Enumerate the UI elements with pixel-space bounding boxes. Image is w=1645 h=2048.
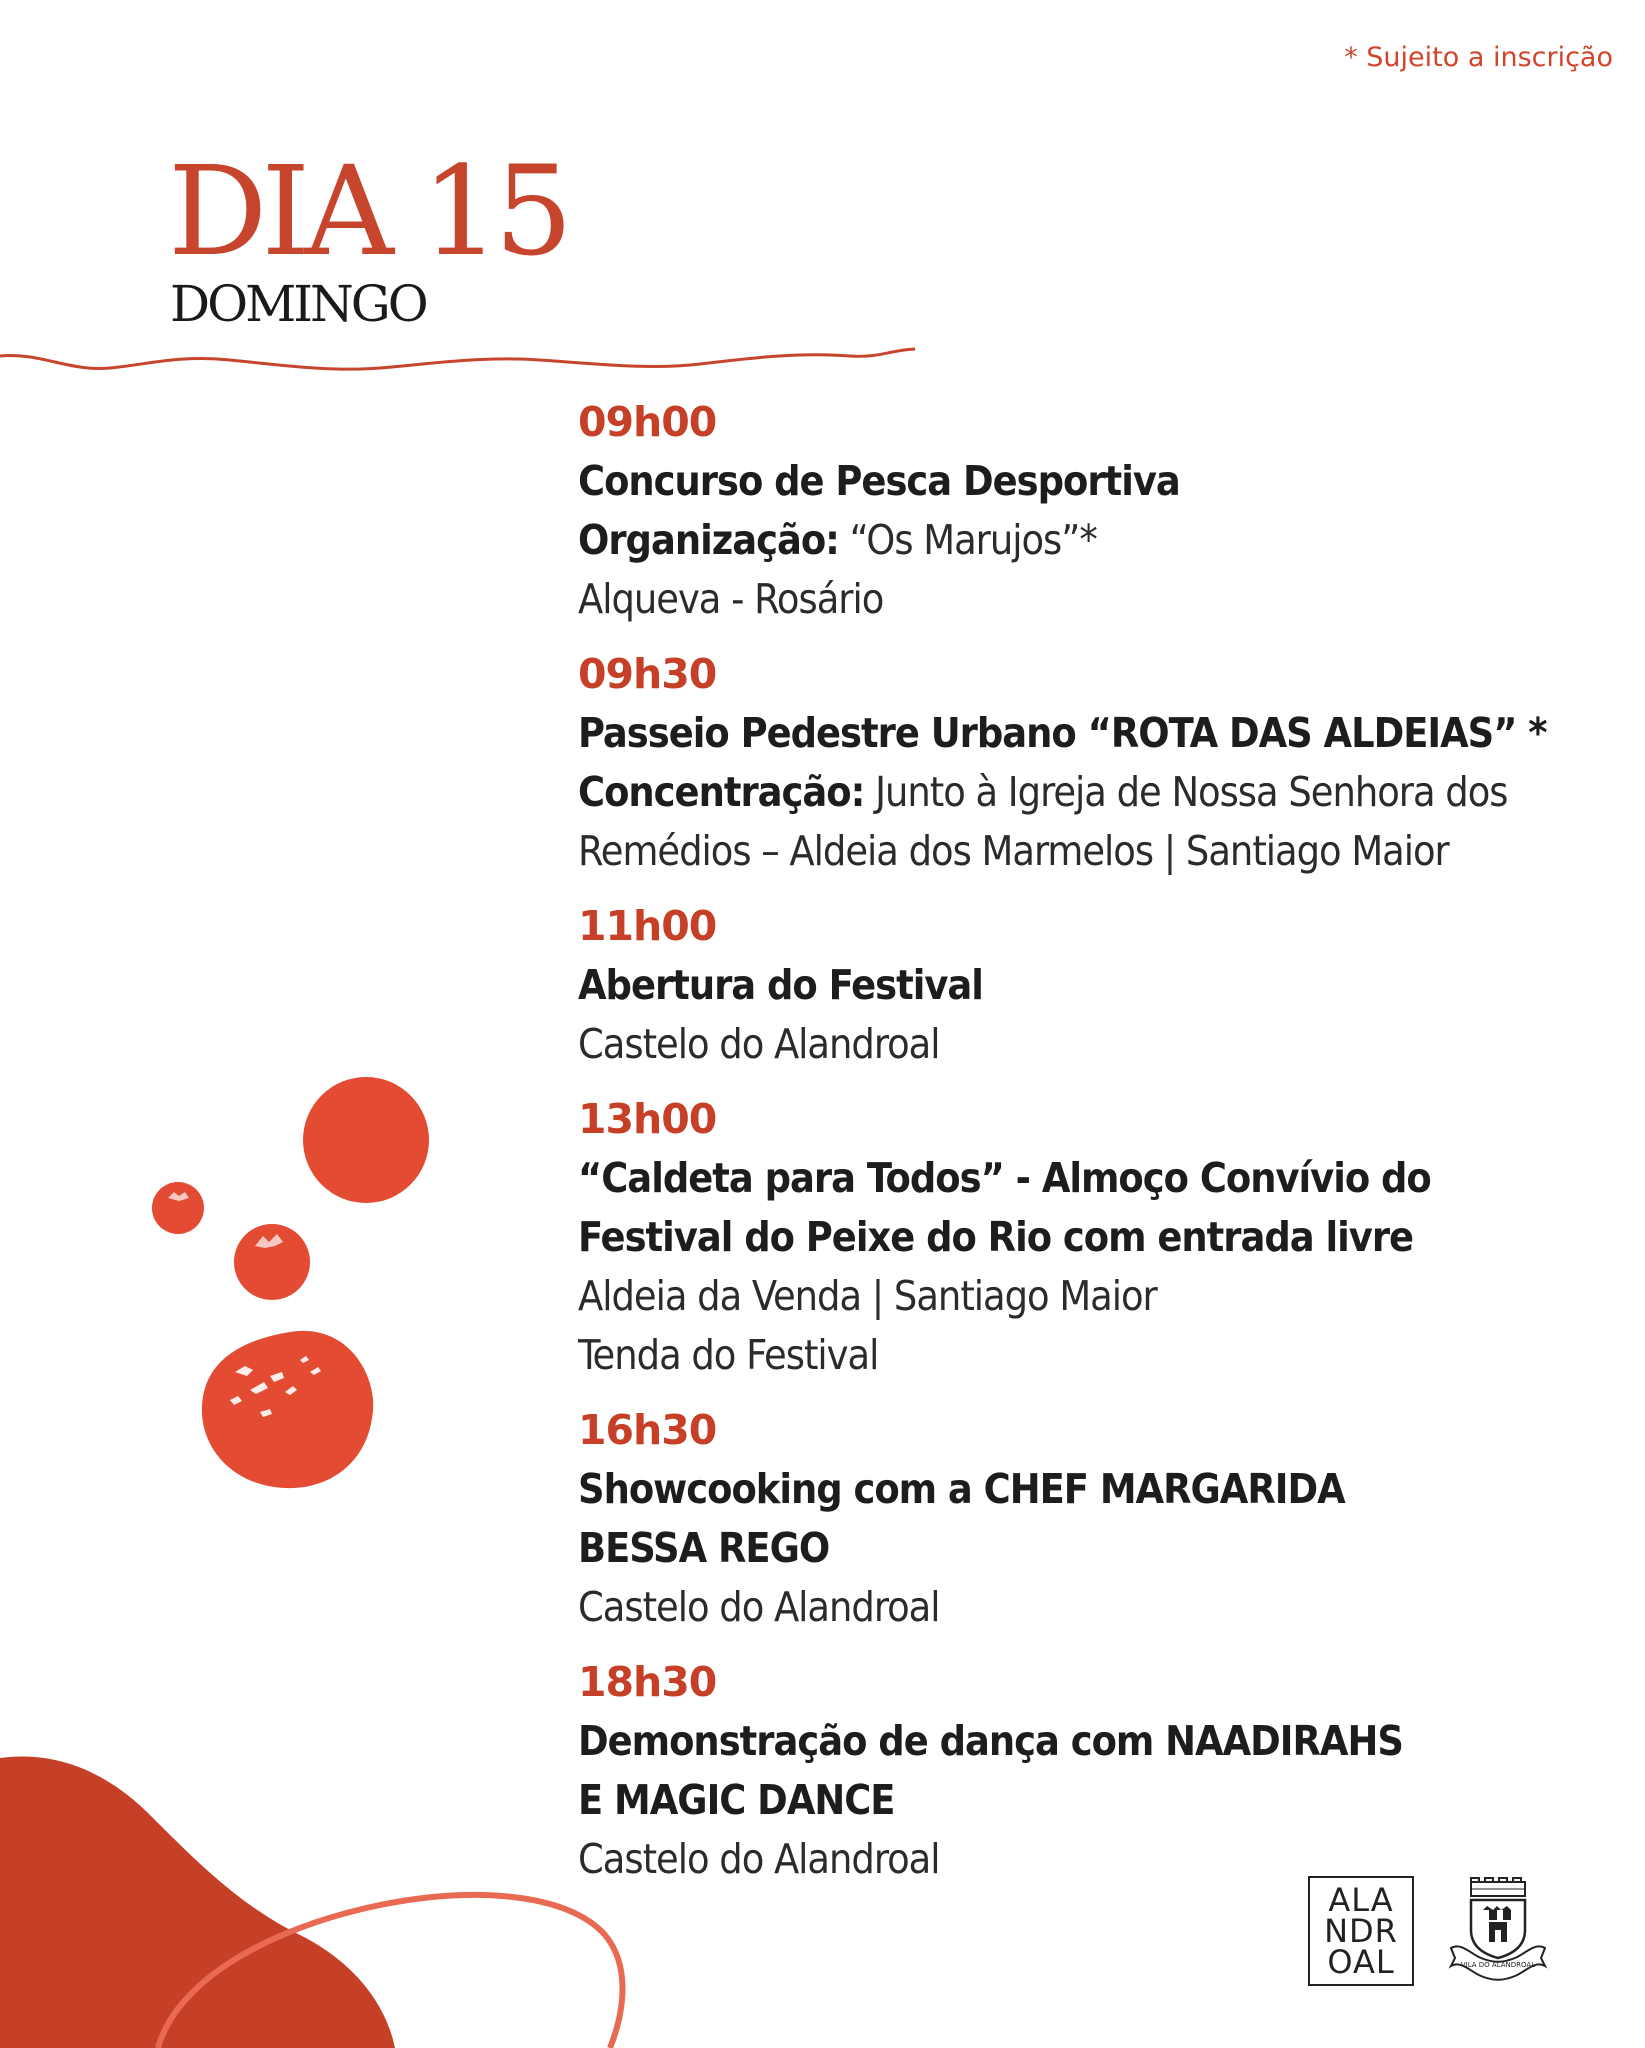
event-meeting-point-cont: Remédios – Aldeia dos Marmelos | Santiago Maior bbox=[578, 827, 1449, 875]
texture-top-tiny bbox=[168, 1192, 189, 1201]
event-title: Demonstração de dança com NAADIRAHS bbox=[578, 1717, 1403, 1765]
texture-top-small bbox=[255, 1234, 283, 1248]
day-title: DIA 15 bbox=[168, 140, 568, 284]
event-place: Alqueva - Rosário bbox=[578, 575, 884, 623]
event-time: 13h00 bbox=[578, 1095, 717, 1143]
municipal-crest-icon bbox=[1443, 1876, 1553, 1986]
event-title: Abertura do Festival bbox=[578, 961, 983, 1009]
event-time: 11h00 bbox=[578, 902, 717, 950]
event-title-cont: BESSA REGO bbox=[578, 1524, 830, 1572]
event-title: Passeio Pedestre Urbano “ROTA DAS ALDEIAS” * bbox=[578, 709, 1547, 757]
event-item bbox=[578, 393, 1618, 629]
texture-scratches bbox=[230, 1356, 321, 1417]
event-meeting-point bbox=[578, 763, 1618, 822]
meeting-label: Concentração: bbox=[578, 768, 865, 816]
event-title: Showcooking com a CHEF MARGARIDA bbox=[578, 1465, 1345, 1513]
event-item bbox=[578, 1401, 1618, 1637]
organization-value: “Os Marujos”* bbox=[838, 516, 1097, 564]
red-dot-small bbox=[152, 1182, 204, 1234]
schedule-list bbox=[578, 393, 1618, 1905]
event-place-detail: Tenda do Festival bbox=[578, 1331, 879, 1379]
event-time: 18h30 bbox=[578, 1658, 717, 1706]
event-title-cont: E MAGIC DANCE bbox=[578, 1776, 895, 1824]
event-title-cont: Festival do Peixe do Rio com entrada livre bbox=[578, 1213, 1414, 1261]
red-dot-medium bbox=[234, 1224, 310, 1300]
event-time: 09h30 bbox=[578, 650, 717, 698]
event-item bbox=[578, 897, 1618, 1074]
event-place: Castelo do Alandroal bbox=[578, 1020, 940, 1068]
event-item bbox=[578, 1090, 1618, 1385]
day-weekday: DOMINGO bbox=[170, 275, 426, 333]
registration-note: * Sujeito a inscrição bbox=[1344, 42, 1613, 73]
bottom-outline-loop bbox=[158, 1895, 623, 2048]
event-place: Castelo do Alandroal bbox=[578, 1835, 940, 1883]
event-organization bbox=[578, 511, 1618, 570]
organization-label: Organização: bbox=[578, 516, 839, 564]
meeting-value: Junto à Igreja de Nossa Senhora dos bbox=[864, 768, 1508, 816]
event-place: Aldeia da Venda | Santiago Maior bbox=[578, 1272, 1157, 1320]
logo-line: NDR bbox=[1324, 1911, 1398, 1950]
bottom-left-blob bbox=[0, 1757, 395, 2048]
event-item bbox=[578, 1653, 1618, 1889]
event-place: Castelo do Alandroal bbox=[578, 1583, 940, 1631]
event-title: “Caldeta para Todos” - Almoço Convívio do bbox=[578, 1154, 1431, 1202]
event-title: Concurso de Pesca Desportiva bbox=[578, 457, 1180, 505]
red-dot-large-top bbox=[303, 1077, 429, 1203]
logo-line: ALA bbox=[1328, 1880, 1394, 1919]
alandroal-logo bbox=[1308, 1876, 1414, 1986]
event-time: 09h00 bbox=[578, 398, 717, 446]
wavy-divider-line bbox=[0, 349, 915, 369]
event-item bbox=[578, 645, 1618, 881]
logo-line: OAL bbox=[1327, 1942, 1395, 1981]
crest-caption: VILA DO ALANDROAL bbox=[1460, 1961, 1536, 1969]
red-dot-textured-large bbox=[202, 1331, 373, 1488]
event-time: 16h30 bbox=[578, 1406, 717, 1454]
